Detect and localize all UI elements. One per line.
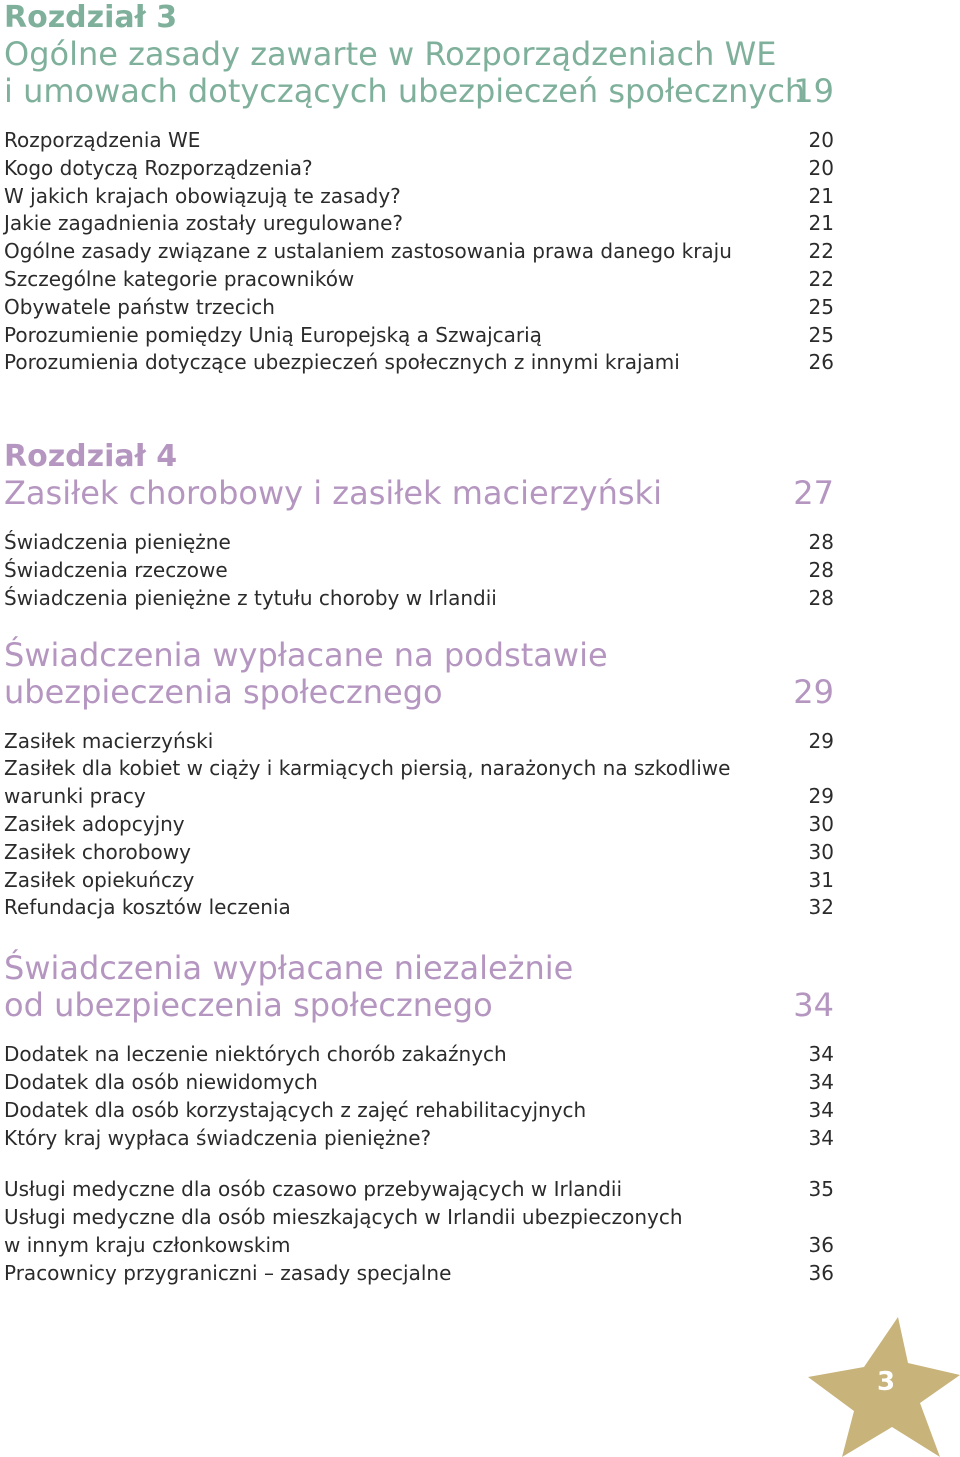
toc-item-title: W jakich krajach obowiązują te zasady?: [4, 183, 401, 208]
toc-item-page: 36: [808, 1232, 834, 1257]
toc-item-title: Rozporządzenia WE: [4, 128, 201, 152]
toc-item-title-continued: w innym kraju członkowskim: [4, 1232, 291, 1257]
toc-item-title: Porozumienia dotyczące ubezpieczeń społecznych z innymi krajami: [4, 350, 680, 375]
toc-item-title: Refundacja kosztów leczenia: [4, 895, 291, 920]
toc-item-title: Porozumienie pomiędzy Unią Europejską a Szwajcarią: [4, 322, 542, 347]
toc-item-title: Usługi medyczne dla osób mieszkających w Irlandii ubezpieczonych: [4, 1205, 683, 1230]
toc-item-page: 34: [808, 1125, 834, 1150]
chapter-4-list: [4, 529, 834, 612]
section-social-heading-page: 29: [793, 672, 834, 711]
chapter-3-heading-line-1: Ogólne zasady zawarte w Rozporządzeniach WE: [4, 35, 777, 73]
toc-item-page: 28: [808, 530, 834, 555]
toc-item-page: 20: [808, 128, 834, 152]
toc-item-title: Obywatele państw trzecich: [4, 294, 275, 319]
toc-item[interactable]: [4, 529, 834, 557]
toc-item[interactable]: [4, 867, 834, 895]
chapter-4-heading-line-1: Zasiłek chorobowy i zasiłek macierzyński: [4, 474, 662, 513]
toc-item[interactable]: [4, 1069, 834, 1097]
toc-item-title: Dodatek dla osób korzystających z zajęć rehabilitacyjnych: [4, 1097, 587, 1122]
page-number: 3: [876, 1367, 896, 1397]
section-independent-heading-line-1: Świadczenia wypłacane niezależnie: [4, 949, 574, 988]
toc-item-title: Pracownicy przygraniczni – zasady specjalne: [4, 1260, 452, 1285]
chapter-4-label: Rozdział 4: [4, 439, 178, 475]
section-independent-heading: [4, 950, 834, 1024]
section-social-heading-line-2: ubezpieczenia społecznego: [4, 672, 443, 711]
chapter-4-heading: [4, 475, 834, 512]
section-social-list: [4, 728, 834, 923]
section-social-heading-line-1: Świadczenia wypłacane na podstawie: [4, 635, 608, 674]
toc-item[interactable]: [4, 839, 834, 867]
chapter-4: [4, 439, 834, 1287]
section-independent-list: [4, 1041, 834, 1152]
toc-item-page: 26: [808, 350, 834, 375]
toc-item-page: 25: [808, 322, 834, 347]
chapter-3-heading-line-2: i umowach dotyczących ubezpieczeń społecznych: [4, 72, 806, 110]
section-independent-heading-line-2: od ubezpieczenia społecznego: [4, 986, 493, 1025]
toc-item-page: 31: [808, 867, 834, 892]
toc-item-page: 21: [808, 211, 834, 236]
toc-item[interactable]: [4, 1041, 834, 1069]
toc-item[interactable]: [4, 349, 834, 377]
toc-item-title: Świadczenia pieniężne z tytułu choroby w Irlandii: [4, 585, 497, 610]
toc-item-title: Zasiłek chorobowy: [4, 839, 191, 864]
toc-item-title: Dodatek na leczenie niektórych chorób zakaźnych: [4, 1042, 507, 1067]
toc-item-page: 25: [808, 294, 834, 319]
chapter-3-label: Rozdział 3: [4, 0, 178, 35]
toc-item-title: Który kraj wypłaca świadczenia pieniężne?: [4, 1125, 432, 1150]
toc-item[interactable]: [4, 1097, 834, 1125]
toc-item[interactable]: [4, 894, 834, 922]
toc-item-title: Zasiłek adopcyjny: [4, 811, 185, 836]
toc-item-page: 34: [808, 1097, 834, 1122]
toc-item-page: 30: [808, 839, 834, 864]
toc-item[interactable]: [4, 294, 834, 322]
toc-item[interactable]: [4, 1260, 834, 1288]
toc-item-page: 34: [808, 1069, 834, 1094]
chapter-3-heading-page: 19: [793, 72, 834, 110]
toc-item-page: 28: [808, 557, 834, 582]
toc-item-title-continued: warunki pracy: [4, 784, 146, 809]
toc-item[interactable]: [4, 238, 834, 266]
toc-item[interactable]: [4, 127, 834, 155]
toc-item-page: 34: [808, 1042, 834, 1067]
toc-item-page: 22: [808, 239, 834, 264]
toc-item-title: Świadczenia pieniężne: [4, 530, 231, 555]
toc-item-title: Zasiłek macierzyński: [4, 728, 214, 753]
toc-item-title: Ogólne zasady związane z ustalaniem zastosowania prawa danego kraju: [4, 239, 732, 264]
toc-page: [4, 0, 834, 1288]
chapter-3: [4, 0, 834, 377]
toc-item[interactable]: [4, 322, 834, 350]
page-number-badge: [808, 1315, 960, 1457]
toc-item-title: Szczególne kategorie pracowników: [4, 266, 355, 291]
toc-item-page: 28: [808, 585, 834, 610]
toc-item-page: 20: [808, 155, 834, 180]
toc-item-title: Zasiłek opiekuńczy: [4, 867, 195, 892]
toc-item-page: 32: [808, 895, 834, 920]
toc-item-page: 36: [808, 1260, 834, 1285]
toc-item-title: Usługi medyczne dla osób czasowo przebywających w Irlandii: [4, 1177, 623, 1202]
toc-item[interactable]: [4, 728, 834, 756]
section-independent-heading-page: 34: [793, 986, 834, 1025]
toc-item-page: 29: [808, 728, 834, 753]
toc-item[interactable]: [4, 1125, 834, 1153]
toc-item[interactable]: [4, 585, 834, 613]
toc-item-title: Jakie zagadnienia zostały uregulowane?: [4, 211, 404, 236]
toc-item[interactable]: [4, 183, 834, 211]
toc-item[interactable]: [4, 811, 834, 839]
toc-item[interactable]: [4, 155, 834, 183]
toc-item[interactable]: [4, 1204, 834, 1260]
toc-item-page: 29: [808, 784, 834, 809]
toc-item[interactable]: [4, 557, 834, 585]
toc-item-page: 22: [808, 266, 834, 291]
chapter-3-heading: [4, 36, 834, 110]
toc-item-title: Zasiłek dla kobiet w ciąży i karmiących piersią, narażonych na szkodliwe: [4, 756, 731, 781]
toc-item[interactable]: [4, 210, 834, 238]
toc-item[interactable]: [4, 266, 834, 294]
toc-item[interactable]: [4, 1176, 834, 1204]
toc-item-title: Dodatek dla osób niewidomych: [4, 1069, 318, 1094]
section-social-heading: [4, 637, 834, 711]
chapter-4-heading-page: 27: [793, 474, 834, 513]
toc-item[interactable]: [4, 755, 834, 811]
section-independent-list-2: [4, 1176, 834, 1287]
toc-item-page: 35: [808, 1177, 834, 1202]
toc-item-page: 21: [808, 183, 834, 208]
toc-item-title: Świadczenia rzeczowe: [4, 557, 228, 582]
chapter-3-list: [4, 127, 834, 377]
toc-item-title: Kogo dotyczą Rozporządzenia?: [4, 155, 313, 180]
toc-item-page: 30: [808, 811, 834, 836]
